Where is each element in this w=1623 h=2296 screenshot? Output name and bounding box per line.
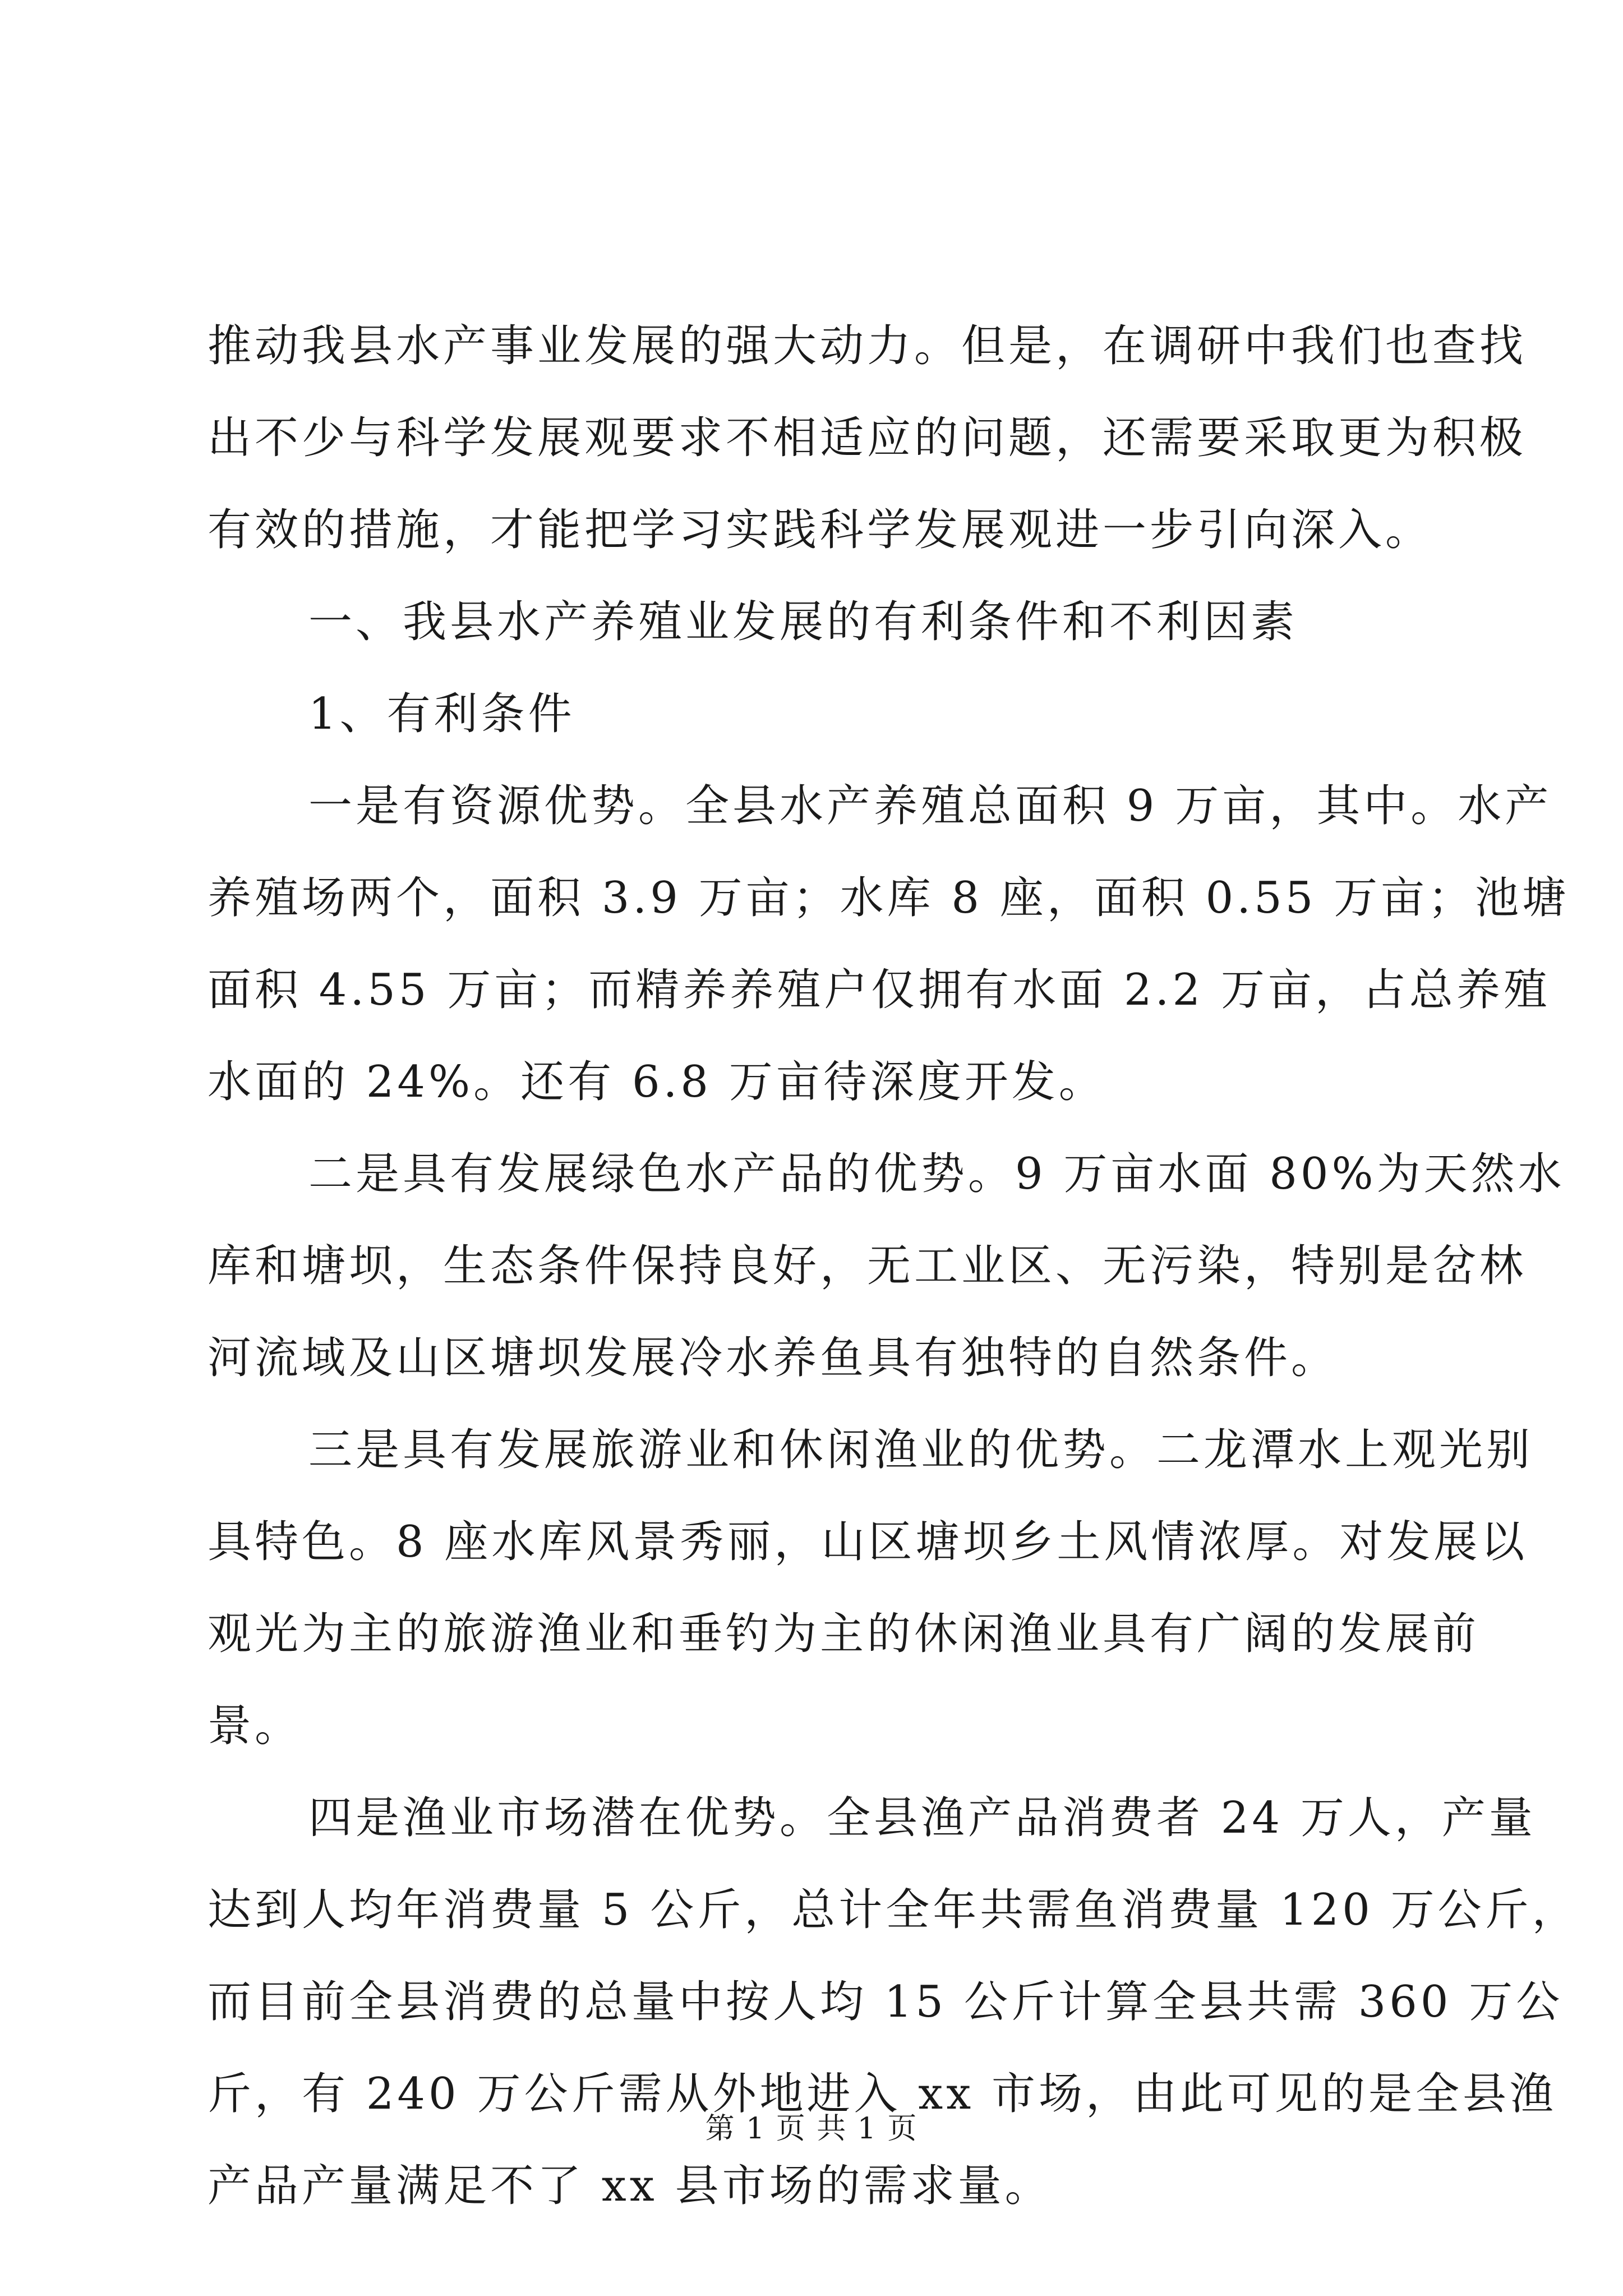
text-line: 河流域及山区塘坝发展冷水养鱼具有独特的自然条件。	[208, 1333, 1339, 1383]
paragraph-tourism-advantage	[208, 1404, 1534, 1772]
text-line: 面积 4.55 万亩；而精养养殖户仅拥有水面 2.2 万亩，占总养殖	[208, 965, 1551, 1015]
text-line: 而目前全县消费的总量中按人均 15 公斤计算全县共需 360 万公	[208, 1977, 1564, 2027]
text-line: 二是具有发展绿色水产品的优势。9 万亩水面 80%为天然水	[308, 1149, 1565, 1199]
paragraph-market-advantage	[208, 1772, 1579, 2232]
text-line: 一是有资源优势。全县水产养殖总面积 9 万亩，其中。水产	[308, 781, 1552, 831]
text-line: 斤，有 240 万公斤需从外地进入 xx 市场，由此可见的是全县渔	[208, 2069, 1557, 2119]
text-line: 四是渔业市场潜在优势。全县渔产品消费者 24 万人，产量	[308, 1793, 1536, 1843]
text-line: 观光为主的旅游渔业和垂钓为主的休闲渔业具有广阔的发展前	[208, 1609, 1480, 1659]
text-line: 具特色。8 座水库风景秀丽，山区塘坝乡土风情浓厚。对发展以	[208, 1517, 1528, 1567]
page-footer	[0, 2109, 1623, 2148]
text-line: 推动我县水产事业发展的强大动力。但是，在调研中我们也查找	[208, 321, 1527, 371]
text-line: 有效的措施，才能把学习实践科学发展观进一步引向深入。	[208, 505, 1433, 555]
section-heading: 一、我县水产养殖业发展的有利条件和不利因素	[308, 597, 1298, 647]
text-line: 产品产量满足不了 xx 县市场的需求量。	[208, 2161, 1052, 2211]
text-line: 水面的 24%。还有 6.8 万亩待深度开发。	[208, 1057, 1106, 1107]
paragraph-resource-advantage	[208, 760, 1570, 1128]
paragraph-green-advantage	[208, 1128, 1565, 1404]
text-line: 三是具有发展旅游业和休闲渔业的优势。二龙潭水上观光别	[308, 1425, 1534, 1475]
text-line: 库和塘坝，生态条件保持良好，无工业区、无污染，特别是岔林	[208, 1241, 1527, 1291]
text-line: 养殖场两个，面积 3.9 万亩；水库 8 座，面积 0.55 万亩；池塘	[208, 873, 1570, 923]
subsection-heading: 1、有利条件	[308, 689, 575, 739]
document-body	[208, 300, 1579, 2232]
text-line: 达到人均年消费量 5 公斤，总计全年共需鱼消费量 120 万公斤，	[208, 1885, 1579, 1935]
text-line: 出不少与科学发展观要求不相适应的问题，还需要采取更为积极	[208, 413, 1527, 463]
text-line: 景。	[208, 1701, 302, 1751]
page-number-indicator: 第 1 页 共 1 页	[705, 2112, 918, 2146]
paragraph-continued	[208, 300, 1527, 576]
